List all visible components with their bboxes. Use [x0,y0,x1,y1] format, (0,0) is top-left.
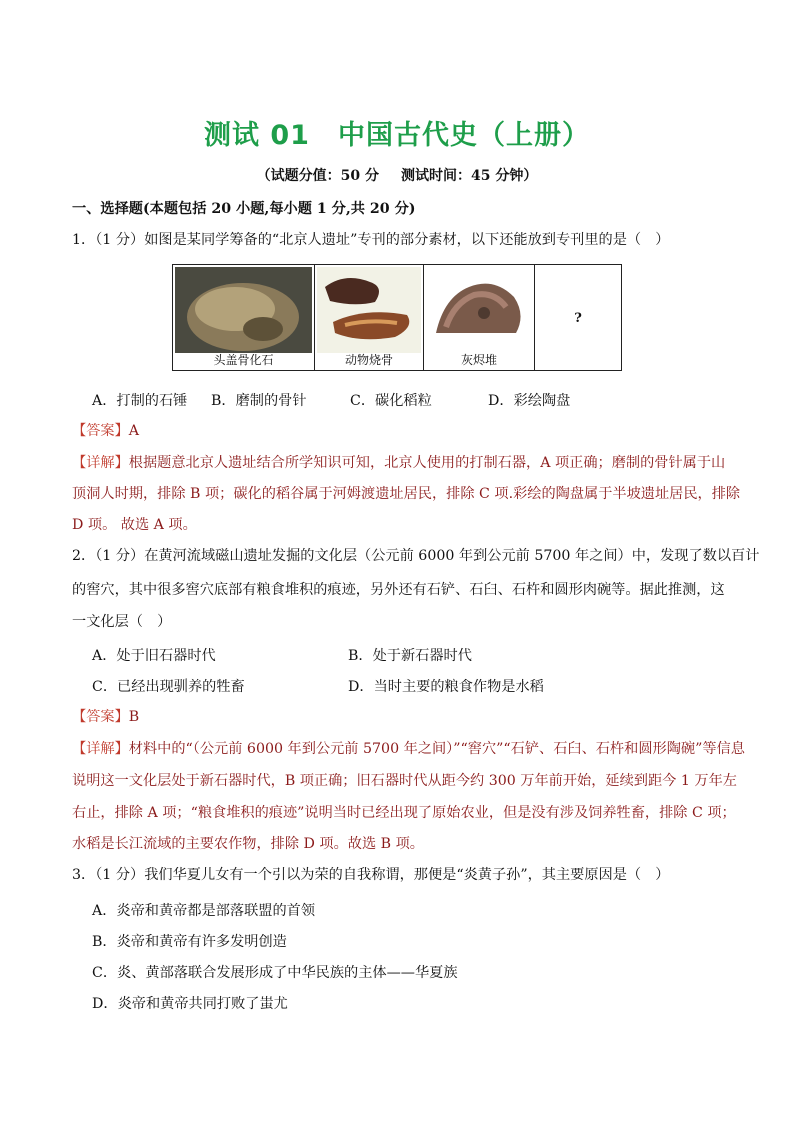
ash-pile-image [424,267,534,355]
q2-answer [72,707,139,727]
answer-value: A [128,423,140,439]
q1-detail-line-1 [72,453,725,473]
score-info: （试题分值：50 分 [256,168,379,184]
q2-detail-line-3: 右止，排除 A 项；“粮食堆积的痕迹”说明当时已经出现了原始农业，但是没有涉及饲养牲畜，排除 C 项； [72,805,736,821]
unknown-cell [535,265,622,371]
q2-stem-line-1: 2．（1 分）在黄河流域磁山遗址发掘的文化层（公元前 6000 年到公元前 5700 年之间）中，发现了数以百计 [72,548,760,564]
q1-image-table [172,264,622,371]
q2-detail-line-2: 说明这一文化层处于新石器时代，B 项正确；旧石器时代从距今约 300 万年前开始，延续到距今 1 万年左 [72,773,737,789]
q1-stem: 1．（1 分）如图是某同学筹备的“北京人遗址”专刊的部分素材，以下还能放到专刊里的是（ ） [72,232,670,248]
skull-fossil-image [173,267,314,355]
q1-option-c: C．碳化稻粒 [350,393,432,409]
detail-text: 材料中的“（公元前 6000 年到公元前 5700 年之间）”“窖穴”“石铲、石臼、石杵和圆形陶碗”等信息 [128,741,745,757]
page-title [0,113,794,152]
test-info [0,165,794,185]
caption-ash-pile: 灰烬堆 [460,353,497,367]
title-main: 中国古代史（上册） [337,120,590,151]
detail-tag: 【详解】 [72,455,129,471]
detail-tag: 【详解】 [72,741,129,757]
burnt-bone-image [315,267,423,355]
q1-option-b: B．磨制的骨针 [211,393,307,409]
q1-detail-line-2: 顶洞人时期，排除 B 项；碳化的稻谷属于河姆渡遗址居民，排除 C 项.彩绘的陶盘属于半坡遗址居民，排除 [72,486,741,502]
answer-tag: 【答案】 [72,423,129,439]
detail-text: 根据题意北京人遗址结合所学知识可知，北京人使用的打制石器，A 项正确；磨制的骨针属于山 [128,455,726,471]
section-heading: 一、选择题(本题包括 20 小题,每小题 1 分,共 20 分) [72,201,416,217]
q2-detail-line-4: 水稻是长江流域的主要农作物，排除 D 项。故选 B 项。 [72,836,424,852]
q2-option-a: A．处于旧石器时代 [92,648,216,664]
skull-fossil-cell [173,265,315,371]
q2-option-b: B．处于新石器时代 [348,648,472,664]
answer-tag: 【答案】 [72,709,129,725]
q2-stem-line-3: 一文化层（ ） [72,614,172,630]
ash-pile-cell [424,265,535,371]
q1-option-d: D．彩绘陶盘 [488,393,571,409]
q3-option-b: B．炎帝和黄帝有许多发明创造 [92,934,287,950]
q1-option-a: A．打制的石锤 [92,393,188,409]
caption-skull: 头盖骨化石 [213,353,274,367]
q3-option-c: C．炎、黄部落联合发展形成了中华民族的主体——华夏族 [92,965,458,981]
question-mark: ? [574,311,582,326]
q3-option-d: D．炎帝和黄帝共同打败了蚩尤 [92,996,288,1012]
answer-value: B [128,709,140,725]
q2-option-c: C．已经出现驯养的牲畜 [92,679,245,695]
q2-option-d: D．当时主要的粮食作物是水稻 [348,679,544,695]
q2-stem-line-2: 的窖穴，其中很多窖穴底部有粮食堆积的痕迹，另外还有石铲、石臼、石杵和圆形肉碗等。据此推测，这 [72,582,725,598]
q1-answer [72,421,139,441]
burnt-bone-cell [315,265,424,371]
title-number: 测试 01 [204,120,310,151]
caption-burnt-bone: 动物烧骨 [344,353,393,367]
q3-stem: 3．（1 分）我们华夏儿女有一个引以为荣的自我称谓，那便是“炎黄子孙”，其主要原因是（ ） [72,867,670,883]
q2-detail-line-1 [72,739,745,759]
time-info: 测试时间：45 分钟） [401,168,538,184]
q3-option-a: A．炎帝和黄帝都是部落联盟的首领 [92,903,316,919]
q1-detail-line-3: D 项。 故选 A 项。 [72,517,197,533]
